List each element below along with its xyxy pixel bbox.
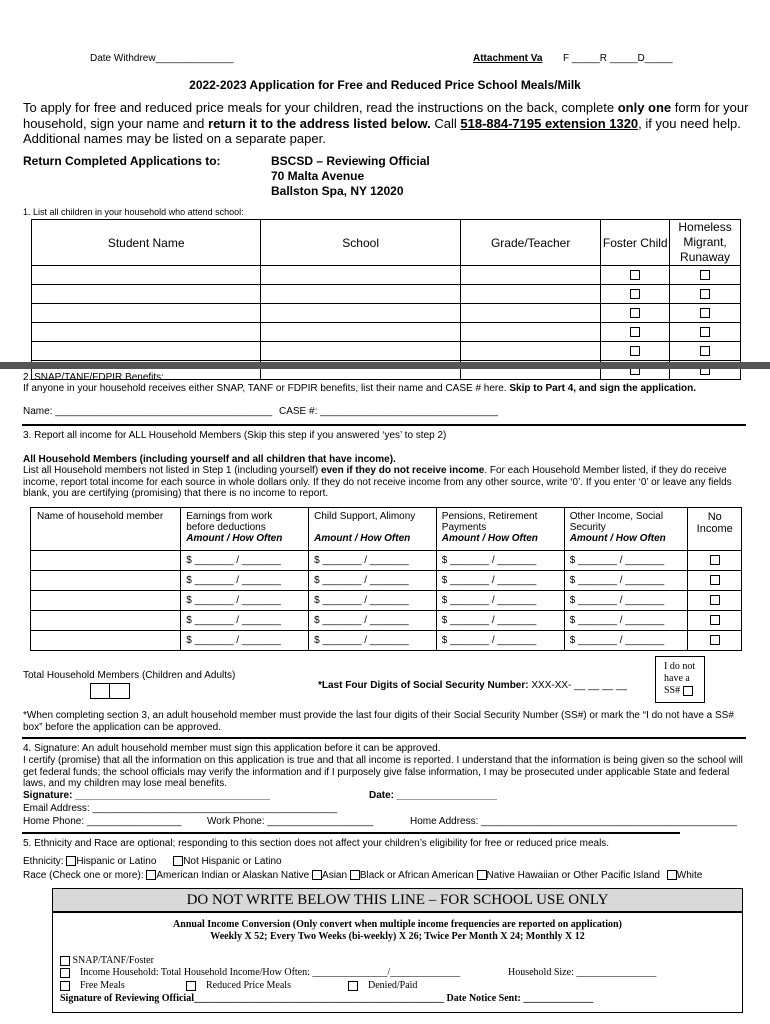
step3-label: 3. Report all income for ALL Household Members (Skip this step if you answered ‘yes’ to step 2) [23,430,447,441]
other-income-cell[interactable]: $ _______ / _______ [564,631,688,651]
col-child-support: Child Support, Alimony Amount / How Often [309,508,437,551]
snap-checkbox[interactable] [60,956,70,966]
date-withdrew: Date Withdrew______________ [90,53,234,64]
ssn-field[interactable]: *Last Four Digits of Social Security Number: XXX-XX- __ __ __ __ [318,680,627,691]
work-phone-field[interactable]: Work Phone: ___________________ [207,816,374,827]
race-asian-checkbox[interactable] [312,870,322,880]
earnings-cell[interactable]: $ _______ / _______ [181,611,309,631]
income-row[interactable] [31,571,742,591]
other-income-cell[interactable]: $ _______ / _______ [564,591,688,611]
header-foster-child: Foster Child [601,220,670,266]
pensions-cell[interactable]: $ _______ / _______ [436,631,564,651]
no-income-checkbox[interactable] [710,555,720,565]
income-table [30,507,742,651]
office-free: Free Meals [60,980,125,991]
header-grade-teacher: Grade/Teacher [460,220,600,266]
return-label: Return Completed Applications to: [23,154,221,168]
pensions-cell[interactable]: $ _______ / _______ [436,591,564,611]
hispanic-checkbox[interactable] [66,856,76,866]
pensions-cell[interactable]: $ _______ / _______ [436,571,564,591]
attachment-label: Attachment Va [473,53,543,64]
office-banner-text: DO NOT WRITE BELOW THIS LINE – FOR SCHOOL USE ONLY [186,892,609,908]
child-support-cell[interactable]: $ _______ / _______ [309,631,437,651]
header-student-name: Student Name [32,220,261,266]
income-row[interactable] [31,611,742,631]
snap-name-field[interactable]: Name: _______________________________________ [23,406,273,417]
income-row[interactable] [31,631,742,651]
child-support-cell[interactable]: $ _______ / _______ [309,551,437,571]
step2-text: If anyone in your household receives either SNAP, TANF or FDPIR benefits, list their name and CASE # here. Skip to Part 4, and sign the application. [23,383,697,394]
conversion-line-1: Annual Income Conversion (Only convert when multiple income frequencies are reported on application) [173,919,622,930]
homeless-checkbox[interactable] [700,327,710,337]
no-ssn-box: I do not have a SS# [655,656,705,703]
return-line-1: BSCSD – Reviewing Official [271,154,430,168]
home-phone-field[interactable]: Home Phone: _________________ [23,816,182,827]
office-income: Income Household: Total Household Income/How Often: _______________/______________ [60,967,460,978]
child-row[interactable] [32,304,741,323]
other-income-cell[interactable]: $ _______ / _______ [564,611,688,631]
income-row[interactable] [31,591,742,611]
child-support-cell[interactable]: $ _______ / _______ [309,591,437,611]
col-no-income: No Income [688,508,742,551]
intro-line-3: Additional names may be listed on a separate paper. [23,131,326,146]
other-income-cell[interactable]: $ _______ / _______ [564,571,688,591]
email-field[interactable]: Email Address: ____________________________________________ [23,803,338,814]
col-other-income: Other Income, Social Security Amount / How Often [564,508,688,551]
pensions-cell[interactable]: $ _______ / _______ [436,551,564,571]
homeless-checkbox[interactable] [700,289,710,299]
office-denied: Denied/Paid [348,980,417,991]
ethnicity-row: Ethnicity: Hispanic or Latino Not Hispanic or Latino [23,856,282,867]
step5-label: 5. Ethnicity and Race are optional; responding to this section does not affect your children’s eligibility for free or reduced price meals. [23,838,610,849]
step4-label: 4. Signature: An adult household member must sign this application before it can be approved. [23,743,441,754]
step3-paragraph: List all Household members not listed in Step 1 (including yourself) even if they do not receive income. For each Household Member listed, if they do receive income, report total income for each source in whole dollars only. If they do not receive income from any other source, write ‘0’. If you enter ‘0’ or leave any fields blank, you are certifying (promising) that there is no income to report. [23,465,732,499]
homeless-checkbox[interactable] [700,270,710,280]
no-income-checkbox[interactable] [710,575,720,585]
child-row[interactable] [32,266,741,285]
home-address-field[interactable]: Home Address: ______________________________________________ [410,816,737,827]
reduced-meals-checkbox[interactable] [186,981,196,991]
frd-codes: F _____R _____D_____ [563,53,673,64]
office-reduced: Reduced Price Meals [186,980,291,991]
pensions-cell[interactable]: $ _______ / _______ [436,611,564,631]
return-line-3: Ballston Spa, NY 12020 [271,184,404,198]
earnings-cell[interactable]: $ _______ / _______ [181,591,309,611]
earnings-cell[interactable]: $ _______ / _______ [181,571,309,591]
signature-field[interactable]: Signature: ___________________________________ [23,790,270,801]
race-row: Race (Check one or more): American Indian or Alaskan Native Asian Black or African American Native Hawaiian or Other Pacific Island White [23,870,703,881]
step1-label: 1. List all children in your household who attend school: [23,207,244,217]
step2-label: 2. SNAP/TANF/FDPIR Benefits: [23,372,164,383]
rule [22,424,746,426]
homeless-checkbox[interactable] [700,308,710,318]
race-white-checkbox[interactable] [667,870,677,880]
col-household-member: Name of household member [31,508,181,551]
no-income-checkbox[interactable] [710,595,720,605]
foster-checkbox[interactable] [630,346,640,356]
snap-case-field[interactable]: CASE #: ________________________________ [279,406,499,417]
no-income-checkbox[interactable] [710,615,720,625]
income-row[interactable] [31,551,742,571]
children-table [31,219,741,380]
date-field[interactable]: Date: __________________ [369,790,497,801]
office-snap: SNAP/TANF/Foster [60,955,154,966]
income-household-checkbox[interactable] [60,968,70,978]
rule [22,737,746,739]
foster-checkbox[interactable] [630,308,640,318]
header-school: School [261,220,461,266]
child-row[interactable] [32,285,741,304]
header-homeless: Homeless Migrant, Runaway [670,220,741,266]
household-size-field[interactable]: Household Size: ________________ [508,967,657,978]
child-support-cell[interactable]: $ _______ / _______ [309,611,437,631]
no-income-checkbox[interactable] [710,635,720,645]
race-american-indian-checkbox[interactable] [146,870,156,880]
no-ssn-checkbox[interactable] [683,686,693,696]
return-line-2: 70 Malta Avenue [271,169,365,183]
denied-checkbox[interactable] [348,981,358,991]
form-title: 2022-2023 Application for Free and Reduced Price School Meals/Milk [189,78,581,92]
step4-certify: I certify (promise) that all the information on this application is true and that all income is reported. I understand that the information is being given so the school will get federal funds; the school officials may verify the information and if I purposely give false information, I may be prosecuted under applicable State and federal laws, and my children may lose meal benefits. [23,755,743,789]
rule [22,832,680,834]
ssn-note: *When completing section 3, an adult household member must provide the last four digits of their Social Security Number (SS#) or mark the “I do not have a SS# box” before the application can be approved. [23,710,734,733]
earnings-cell[interactable]: $ _______ / _______ [181,551,309,571]
child-row[interactable] [32,342,741,361]
child-row[interactable] [32,323,741,342]
race-black-checkbox[interactable] [350,870,360,880]
intro-line-2: household, sign your name and return it to the address listed below. Call 518-884-7195 extension 1320, if you need help. [23,116,741,131]
intro-line-1: To apply for free and reduced price meals for your children, read the instructions on the back, complete only one form for your [23,100,749,115]
earnings-cell[interactable]: $ _______ / _______ [181,631,309,651]
col-earnings: Earnings from work before deductions Amount / How Often [181,508,309,551]
not-hispanic-checkbox[interactable] [173,856,183,866]
conversion-line-2: Weekly X 52; Every Two Weeks (bi-weekly) X 26; Twice Per Month X 24; Monthly X 12 [210,931,585,942]
foster-checkbox[interactable] [630,327,640,337]
homeless-checkbox[interactable] [700,346,710,356]
other-income-cell[interactable]: $ _______ / _______ [564,551,688,571]
office-banner [52,888,743,912]
step3-bold: All Household Members (including yourself and all children that have income). [23,454,396,465]
race-pacific-islander-checkbox[interactable] [477,870,487,880]
section-divider [0,362,770,369]
total-members-label: Total Household Members (Children and Adults) [23,670,236,681]
office-signature[interactable]: Signature of Reviewing Official__________________________________________________ Date Notice Sent: ______________ [60,993,594,1004]
foster-checkbox[interactable] [630,289,640,299]
col-pensions: Pensions, Retirement Payments Amount / How Often [436,508,564,551]
foster-checkbox[interactable] [630,270,640,280]
total-members-box[interactable] [90,683,130,699]
free-meals-checkbox[interactable] [60,981,70,991]
child-support-cell[interactable]: $ _______ / _______ [309,571,437,591]
